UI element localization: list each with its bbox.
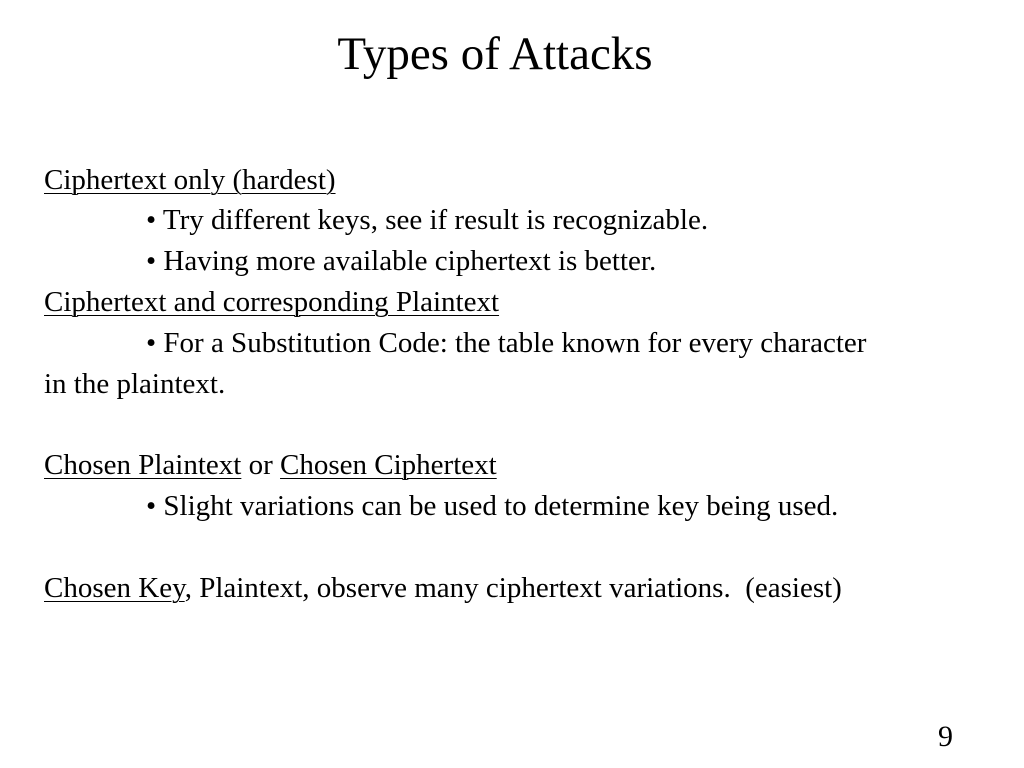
- page-number: 9: [938, 720, 953, 753]
- bullet-more-ciphertext: • Having more available ciphertext is better.: [146, 245, 657, 277]
- chosen-key-description: , Plaintext, observe many ciphertext variations. (easiest): [184, 572, 842, 604]
- heading-chosen-ciphertext: Chosen Ciphertext: [280, 449, 497, 481]
- section-heading-ciphertext-only: [44, 160, 336, 200]
- bullet-substitution-code-continued: in the plaintext.: [44, 368, 226, 400]
- section-heading-chosen: [44, 445, 497, 485]
- bullet-slight-variations: • Slight variations can be used to determine key being used.: [146, 490, 839, 522]
- bullet-try-different-keys: • Try different keys, see if result is recognizable.: [146, 204, 709, 236]
- slide-title: Types of Attacks: [337, 28, 653, 80]
- bullet-substitution-code: • For a Substitution Code: the table known for every character: [146, 327, 867, 359]
- heading-chosen-key: Chosen Key: [44, 572, 185, 604]
- heading-text: Ciphertext and corresponding Plaintext: [44, 286, 500, 318]
- section-heading-known-plaintext: [44, 282, 499, 322]
- heading-joiner: or: [241, 449, 281, 481]
- heading-chosen-plaintext: Chosen Plaintext: [44, 449, 242, 481]
- heading-text: Ciphertext only (hardest): [44, 164, 336, 196]
- section-chosen-key: [44, 568, 842, 608]
